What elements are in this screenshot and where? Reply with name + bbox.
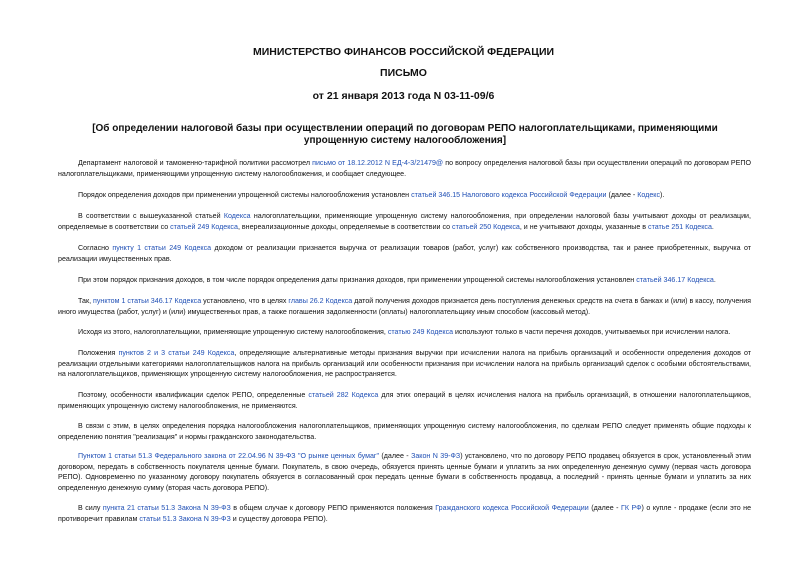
text-run: . — [711, 222, 714, 231]
paragraph-3 — [58, 211, 751, 232]
text-run: , и не учитывают доходы, указанные в — [519, 222, 649, 231]
ministry-heading: МИНИСТЕРСТВО ФИНАНСОВ РОССИЙСКОЙ ФЕДЕРАЦИИ — [252, 46, 555, 58]
link-law-39-fz[interactable]: Закон N 39-ФЗ — [411, 452, 461, 460]
link-civil-code[interactable]: Гражданского кодекса Российской Федерации — [435, 504, 589, 512]
link-article-249[interactable]: статью 249 Кодекса — [387, 328, 454, 336]
paragraph-11 — [58, 451, 751, 493]
link-article-250[interactable]: статьей 250 Кодекса — [452, 222, 520, 231]
paragraph-10 — [58, 421, 751, 442]
link-letter-ed-4-3[interactable]: письмо от 18.12.2012 N ЕД-4-3/21479@ — [312, 159, 444, 167]
link-article-346-15[interactable]: статьей 346.15 Налогового кодекса Российской Федерации — [411, 191, 607, 199]
text-run: , определяющие альтернативные методы признания выручки при исчислении налога на прибыль организаций и особенности определения доходов от реализации отдельными категориями налогоплательщиков налога на прибыль организаций или особенности признания при исчислении налога на прибыль организаций сделок с особыми обстоятельствами, на налогоплательщиков, применяющих упрощенную систему налогообложения, не распространяется. — [58, 349, 751, 379]
text-run: Так, — [78, 297, 94, 305]
text-run: Департамент налоговой и таможенно-тарифной политики рассмотрел — [78, 159, 313, 167]
link-gk-rf[interactable]: ГК РФ — [621, 504, 642, 512]
text-run: для этих операций в целях исчисления налога на прибыль организаций, в отношении налогоплательщиков, применяющих упрощенную систему налогообложения, не применяются. — [58, 391, 751, 410]
text-run: используют только в части перечня доходов, учитываемых при исчислении налога. — [453, 328, 731, 336]
paragraph-5 — [58, 275, 751, 286]
document-type-heading: ПИСЬМО — [380, 67, 427, 79]
text-run: В соответствии с вышеуказанной статьей — [78, 212, 224, 220]
text-run: ) о купле - продаже (если это не противоречит правилам — [58, 504, 752, 523]
text-run: (далее - — [606, 191, 638, 199]
text-run: ). — [660, 191, 665, 199]
paragraph-7 — [58, 327, 751, 338]
text-run: налогоплательщики, применяющие упрощенную систему налогообложения, при определении налоговой базы учитывают доходы от реализации, определяемые в соответствии со — [58, 212, 751, 231]
text-run: доходом от реализации признается выручка от реализации товаров (работ, услуг) как собственного производства, так и ранее приобретенных, выручка от реализации имущественных прав. — [58, 244, 752, 263]
text-run: Поэтому, особенности квалификации сделок РЕПО, определенные — [78, 391, 309, 399]
document-date-heading: от 21 января 2013 года N 03-11-09/6 — [312, 90, 495, 102]
paragraph-8 — [58, 348, 751, 380]
text-run: установлено, что в целях — [201, 297, 289, 305]
paragraph-4 — [58, 243, 751, 264]
paragraph-2 — [58, 190, 751, 201]
paragraph-6 — [58, 296, 751, 317]
link-chapter-26-2[interactable]: главы 26.2 Кодекса — [288, 297, 353, 305]
text-run: В силу — [78, 504, 103, 512]
text-run: датой получения доходов признается день поступления денежных средств на счета в банках и (или) в кассу, получения иного имущества (работ, услуг) и (или) имущественных прав, а также погашения задолженности (оплаты) налогоплательщику иным способом (кассовый метод). — [58, 297, 752, 316]
link-law-39-fz-article-51-3[interactable]: Пунктом 1 статьи 51.3 Федерального закона от 22.04.96 N 39-ФЗ "О рынке ценных бумаг" — [78, 452, 380, 460]
link-article-346-17-p1[interactable]: пунктом 1 статьи 346.17 Кодекса — [93, 297, 202, 305]
paragraph-1 — [58, 158, 751, 179]
text-run: по вопросу определения налоговой базы при осуществлении операций по договорам РЕПО налогоплательщиками, применяющими упрощенную систему налогообложения, и сообщает следующее. — [58, 159, 752, 178]
paragraph-9 — [58, 390, 751, 411]
text-run: Согласно — [78, 244, 113, 252]
text-run: Положения — [78, 349, 119, 357]
text-run: . — [713, 276, 716, 284]
text-run: В связи с этим, в целях определения порядка налогообложения налогоплательщиков, применяющих упрощенную систему налогообложения, по сделкам РЕПО следует применять общие подходы к определению понятия "реализация" и нормы гражданского законодательства. — [58, 422, 751, 441]
link-law-39-fz-p21[interactable]: пункта 21 статьи 51.3 Закона N 39-ФЗ — [102, 504, 231, 512]
document-subject-heading: [Об определении налоговой базы при осуществлении операций по договорам РЕПО налогоплательщиками, применяющими упрощенную систему налогообложения] — [92, 123, 718, 146]
link-article-251[interactable]: статье 251 Кодекса — [648, 222, 712, 231]
link-article-249[interactable]: статьей 249 Кодекса — [170, 222, 238, 231]
text-run: , внереализационные доходы, определяемые в соответствии со — [237, 222, 453, 231]
text-run: ) установлено, что по договору РЕПО продавец обязуется в срок, установленный этим договором, передать в собственность покупателя ценные бумаги. Покупатель, в свою очередь, обязуется принять ценные бумаги и уплатить за них определенную денежную сумму (первая часть договора РЕПО). Одновременно по указанному договору покупатель обязуется в согласованный срок передать ценные бумаги в собственность продавца, а последний - принять ценные бумаги и уплатить за них определенную денежную сумму (вторая часть договора РЕПО). — [58, 452, 751, 492]
text-run: в общем случае к договору РЕПО применяются положения — [230, 504, 436, 512]
text-run: (далее - — [379, 452, 412, 460]
link-article-282[interactable]: статьей 282 Кодекса — [308, 391, 379, 399]
link-article-249-p2-3[interactable]: пунктов 2 и 3 статьи 249 Кодекса — [118, 349, 235, 357]
link-article-346-17[interactable]: статьей 346.17 Кодекса — [636, 276, 714, 284]
link-article-249-p1[interactable]: пункту 1 статьи 249 Кодекса — [112, 244, 212, 252]
text-run: (далее - — [588, 504, 622, 512]
paragraph-12 — [58, 503, 751, 524]
text-run: Исходя из этого, налогоплательщики, применяющие упрощенную систему налогообложения, — [78, 328, 388, 336]
link-kodeks[interactable]: Кодекса — [223, 212, 251, 220]
text-run: и существу договора РЕПО). — [230, 514, 328, 523]
link-law-39-fz-article-51-3[interactable]: статьи 51.3 Закона N 39-ФЗ — [139, 514, 231, 523]
text-run: При этом порядок признания доходов, в том числе порядок определения даты признания доходов, при применении упрощенной системы налогообложения установлен — [78, 276, 637, 284]
link-kodeks[interactable]: Кодекс — [637, 191, 661, 199]
text-run: Порядок определения доходов при применении упрощенной системы налогообложения установлен — [78, 191, 412, 199]
